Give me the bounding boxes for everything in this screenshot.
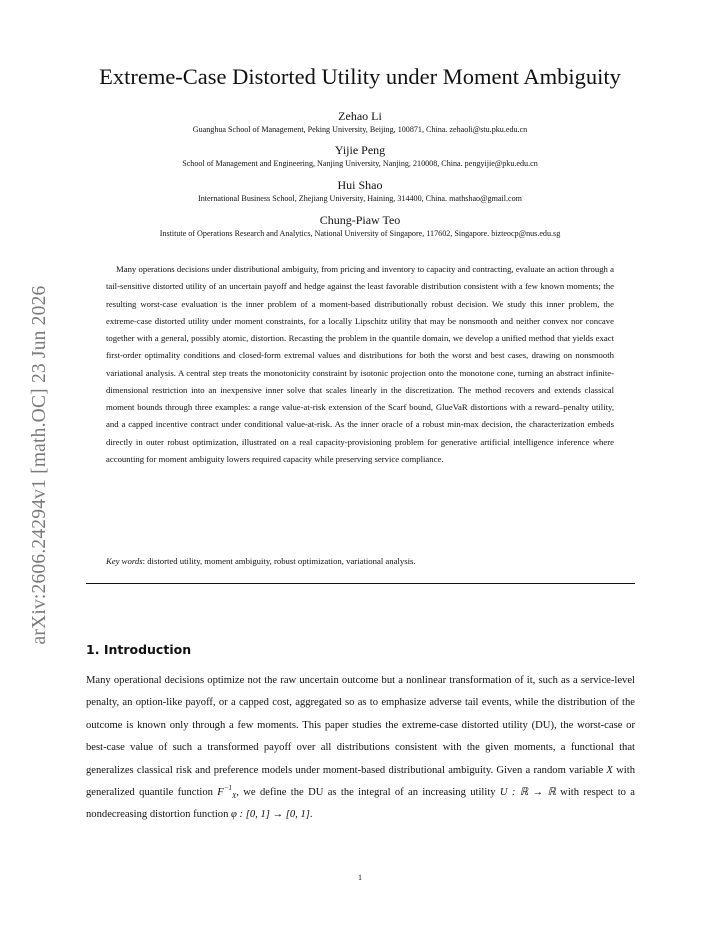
author-name: Yijie Peng bbox=[334, 143, 386, 157]
arxiv-id[interactable]: arXiv:2606.24294v1 [math.OC] 23 Jun 2026 bbox=[29, 285, 50, 645]
math-quantile: $F^{-1}_X$ bbox=[217, 784, 237, 801]
page-number: 1 bbox=[358, 873, 362, 882]
math-distortion: φ : [0, 1] → [0, 1] bbox=[231, 809, 310, 821]
keywords: Key words: distorted utility, moment ambiguity, robust optimization, variational analysis. bbox=[106, 556, 416, 566]
author-affiliation: Guanghua School of Management, Peking University, Beijing, 100871, China. zehaoli@stu.pku.edu.cn bbox=[192, 125, 528, 134]
intro-text: with respect to a nondecreasing distortion function bbox=[86, 787, 635, 821]
paper-title: Extreme-Case Distorted Utility under Moment Ambiguity bbox=[99, 64, 621, 89]
author-affiliation: School of Management and Engineering, Nanjing University, Nanjing, 210008, China. pengyijie@pku.edu.cn bbox=[182, 159, 538, 168]
section-heading bbox=[86, 642, 191, 657]
math-variable: X bbox=[606, 764, 613, 776]
author-block bbox=[70, 213, 650, 240]
author-block bbox=[70, 178, 650, 205]
author-block bbox=[70, 143, 650, 170]
intro-text: with generalized quantile function bbox=[86, 764, 635, 799]
author-affiliation: Institute of Operations Research and Analytics, National University of Singapore, 117602, Singapore. bizteocp@nus.edu.sg bbox=[159, 229, 561, 238]
abstract-divider bbox=[86, 583, 635, 584]
keywords-label: Key words bbox=[106, 556, 143, 566]
keywords-text: distorted utility, moment ambiguity, robust optimization, variational analysis. bbox=[147, 556, 416, 566]
author-block bbox=[70, 109, 650, 136]
author-name: Hui Shao bbox=[337, 178, 383, 192]
section-title: Introduction bbox=[103, 642, 192, 657]
intro-text: . bbox=[309, 809, 313, 821]
intro-paragraph bbox=[86, 670, 635, 827]
abstract: Many operations decisions under distributional ambiguity, from pricing and inventory to capacity and contracting, evaluate an action through a tail-sensitive distorted utility of an uncertain payoff and hedge against the least favorable distribution consistent with a few known moments; the resulting worst-case evaluation is the inner problem of a moment-based distributionally robust decision. We study this inner problem, the extreme-case distorted utility under moment constraints, for a locally Lipschitz utility that may be nonsmooth and neither convex nor concave together with a general, possibly atomic, distortion. Recasting the problem in the quantile domain, we develop a unified method that yields exact first-order optimality conditions and closed-form extremal values and distributions for both the worst and best cases, drawing on nonsmooth variational analysis. A central step treats the monotonicity constraint by isotonic projection onto the monotone cone, turning an abstract infinite-dimensional restriction into an inexpensive inner solve that scales linearly in the discretization. The method recovers and extends classical moment bounds through three examples: a range value-at-risk extension of the Scarf bound, GlueVaR distortions with a reward–penalty utility, and a capped incentive contract under conditional value-at-risk. As the inner oracle of a robust min-max decision, the characterization embeds directly in outer robust optimization, illustrated on a real capacity-provisioning problem for generative artificial intelligence inference where accounting for moment ambiguity lowers required capacity while preserving service compliance. bbox=[106, 264, 614, 464]
section-number: 1. bbox=[86, 642, 100, 657]
author-name: Zehao Li bbox=[338, 109, 382, 123]
author-name: Chung-Piaw Teo bbox=[319, 213, 401, 227]
intro-text: Many operational decisions optimize not the raw uncertain outcome but a nonlinear transformation of it, such as a service-level penalty, an option-like payoff, or a capped cost, aggregated so as to emphasize adverse tail events, while the distribution of the outcome is known only through a few moments. This paper studies the extreme-case distorted utility (DU), the worst-case or best-case value of such a transformed payoff over all distributions consistent with the given moments, a functional that generalizes classical risk and preference models under moment-based distributional ambiguity. Given a random variable bbox=[86, 675, 635, 776]
intro-text: , we define the DU as the integral of an increasing utility bbox=[236, 787, 500, 799]
math-utility: U : ℝ → ℝ bbox=[499, 787, 556, 799]
author-affiliation: International Business School, Zhejiang University, Haining, 314400, China. mathshao@gmail.com bbox=[198, 194, 522, 203]
